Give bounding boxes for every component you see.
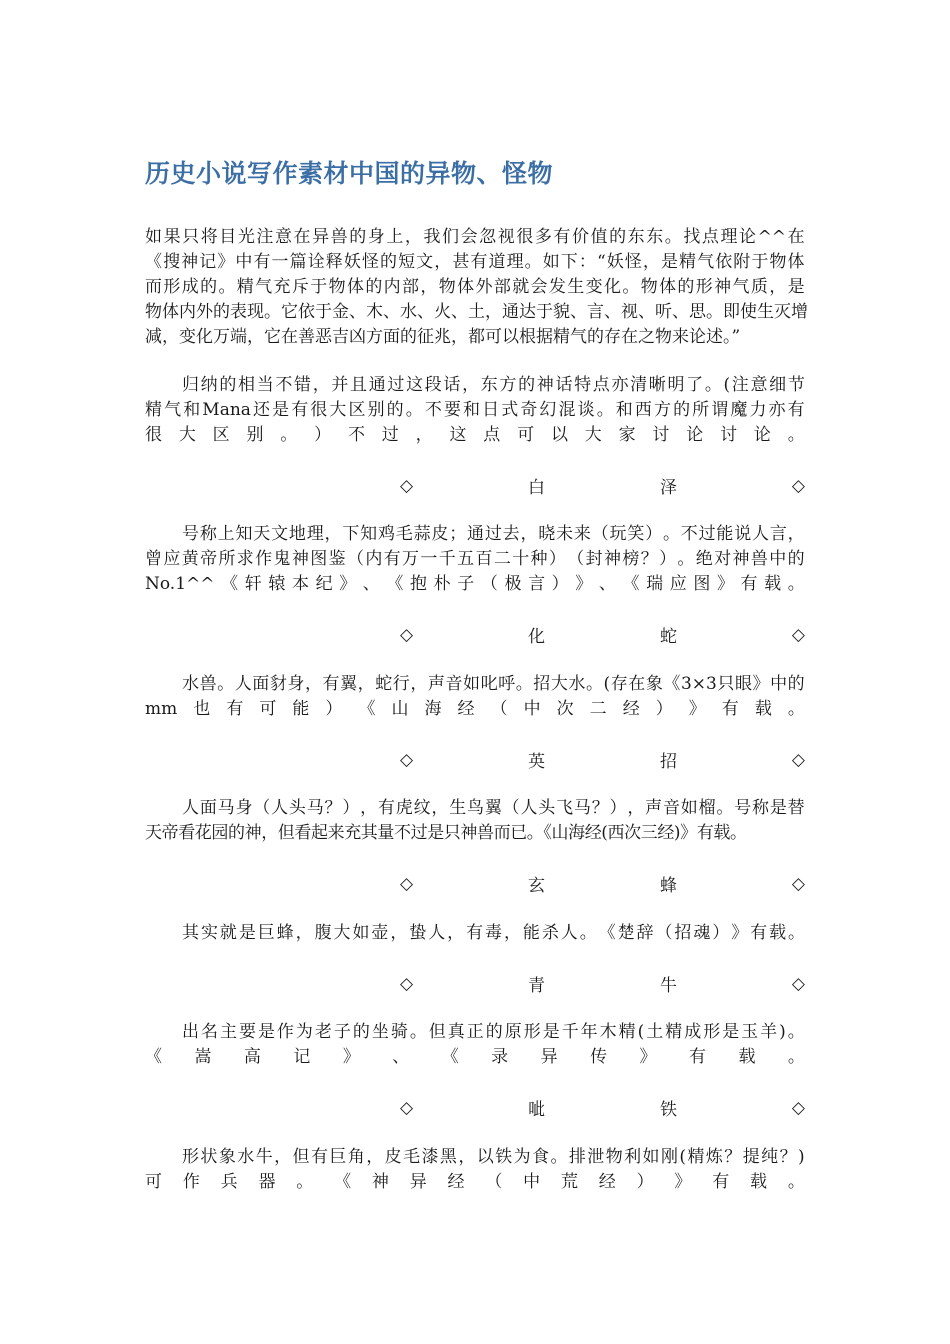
entry-name-char: 英 [528, 752, 546, 772]
entry-heading-qingniu [400, 971, 805, 996]
paragraph-line: 《 嵩 高 记 》 、 《 录 异 传 》 有 载 。 [145, 1047, 805, 1067]
entry-heading-xuanfeng [400, 871, 805, 896]
paragraph-line: 而 形 成 的 。 精 气 充 斥 于 物 体 的 内 部 ， 物 体 外 部 就 会 发 生 变 化 。 物 体 的 形 神 气 质 ， 是 [145, 277, 805, 297]
entry-name-char: 招 [659, 752, 677, 772]
entry-name-char: 白 [528, 478, 546, 498]
page-title: 历史小说写作素材中国的异物、怪物 [145, 159, 554, 188]
intro-paragraph [145, 225, 808, 350]
diamond-icon: ◇ [791, 973, 805, 994]
entry-name-char: 牛 [659, 976, 677, 996]
entry-name-char: 蛇 [659, 627, 677, 647]
paragraph-line: mm 也 有 可 能 ） 《 山 海 经 （ 中 次 二 经 ） 》 有 载 。 [145, 699, 805, 719]
diamond-icon: ◇ [400, 475, 414, 496]
paragraph-line: 出 名 主 要 是 作 为 老 子 的 坐 骑 。 但 真 正 的 原 形 是 千 年 木 精 ( 土 精 成 形 是 玉 羊 ) 。 [182, 1022, 805, 1042]
paragraph-line: 如 果 只 将 目 光 注 意 在 异 兽 的 身 上 ， 我 们 会 忽 视 很 多 有 价 值 的 东 东 。 找 点 理 论 ^^ 在 [145, 227, 805, 247]
diamond-icon: ◇ [400, 873, 414, 894]
diamond-icon: ◇ [791, 873, 805, 894]
entry-body-huashe [145, 672, 805, 722]
entry-heading-citie [400, 1095, 805, 1120]
diamond-icon: ◇ [400, 749, 414, 770]
diamond-icon: ◇ [400, 1097, 414, 1118]
entry-heading-huashe [400, 622, 805, 647]
entry-name-char: 泽 [659, 478, 677, 498]
entry-name-char: 蜂 [659, 876, 677, 896]
diamond-icon: ◇ [791, 1097, 805, 1118]
summary-paragraph [145, 373, 805, 448]
diamond-icon: ◇ [400, 973, 414, 994]
entry-body-xuanfeng [145, 921, 805, 946]
entry-name-char: 呲 [528, 1100, 546, 1120]
paragraph-line: 归 纳 的 相 当 不 错 ， 并 且 通 过 这 段 话 ， 东 方 的 神 话 特 点 亦 清 晰 明 了 。 ( 注 意 细 节 [182, 375, 805, 395]
paragraph-line: 物 体 内 外 的 表 现 。 它 依 于 金 、 木 、 水 、 火 、 土 ， 通 达 于 貌 、 言 、 视 、 听 、 思 。 即 使 生 灭 增 [145, 302, 808, 322]
paragraph-line: 《 搜 神 记 》 中 有 一 篇 诠 释 妖 怪 的 短 文 ， 甚 有 道 理 。 如 下 ： “ 妖 怪 ， 是 精 气 依 附 于 物 体 [145, 252, 805, 272]
diamond-icon: ◇ [400, 624, 414, 645]
paragraph-line: 可 作 兵 器 。 《 神 异 经 （ 中 荒 经 ） 》 有 载 。 [145, 1172, 805, 1192]
entry-name-char: 化 [528, 627, 546, 647]
paragraph-line: No.1^^ 《 轩 辕 本 纪 》 、 《 抱 朴 子 （ 极 言 ） 》 、 《 瑞 应 图 》 有 载 。 [145, 574, 805, 594]
paragraph-line: 很 大 区 别 。 ） 不 过 ， 这 点 可 以 大 家 讨 论 讨 论 。 [145, 425, 805, 445]
entry-body-yingzhao [145, 796, 805, 846]
entry-heading-yingzhao [400, 747, 805, 772]
entry-body-citie [145, 1145, 805, 1195]
paragraph-line: 天帝看花园的神，但看起来充其量不过是只神兽而已。《山海经(西次三经)》有载。 [145, 823, 747, 843]
paragraph-line: 曾 应 黄 帝 所 求 作 鬼 神 图 鉴 （ 内 有 万 一 千 五 百 二 十 种 ） （ 封 神 榜 ？ ） 。 绝 对 神 兽 中 的 [145, 549, 805, 569]
entry-name-char: 玄 [528, 876, 546, 896]
paragraph-line: 其 实 就 是 巨 蜂 ， 腹 大 如 壶 ， 蛰 人 ， 有 毒 ， 能 杀 人 。 《 楚 辞 （ 招 魂 ） 》 有 载 。 [182, 923, 805, 943]
paragraph-line: 水 兽 。 人 面 豺 身 ， 有 翼 ， 蛇 行 ， 声 音 如 叱 呼 。 招 大 水 。 ( 存 在 象 《 3×3 只 眼 》 中 的 [182, 674, 805, 694]
paragraph-line: 精 气 和 Mana 还 是 有 很 大 区 别 的 。 不 要 和 日 式 奇 幻 混 谈 。 和 西 方 的 所 谓 魔 力 亦 有 [145, 400, 805, 420]
paragraph-line: 人 面 马 身 （ 人 头 马 ？ ） ， 有 虎 纹 ， 生 鸟 翼 （ 人 头 飞 马 ？ ） ， 声 音 如 榴 。 号 称 是 替 [182, 798, 805, 818]
entry-body-baize [145, 522, 805, 597]
diamond-icon: ◇ [791, 749, 805, 770]
entry-heading-baize [400, 473, 805, 498]
paragraph-line: 减，变化万端，它在善恶吉凶方面的征兆，都可以根据精气的存在之物来论述。” [145, 327, 741, 347]
entry-name-char: 铁 [659, 1100, 677, 1120]
paragraph-line: 号 称 上 知 天 文 地 理 ， 下 知 鸡 毛 蒜 皮 ； 通 过 去 ， 晓 未 来 （ 玩 笑 ） 。 不 过 能 说 人 言 ， [182, 524, 805, 544]
entry-body-qingniu [145, 1020, 805, 1070]
diamond-icon: ◇ [791, 624, 805, 645]
paragraph-line: 形 状 象 水 牛 ， 但 有 巨 角 ， 皮 毛 漆 黑 ， 以 铁 为 食 。 排 泄 物 利 如 刚 ( 精 炼 ？ 提 纯 ？ ) [182, 1147, 805, 1167]
diamond-icon: ◇ [791, 475, 805, 496]
entry-name-char: 青 [528, 976, 546, 996]
